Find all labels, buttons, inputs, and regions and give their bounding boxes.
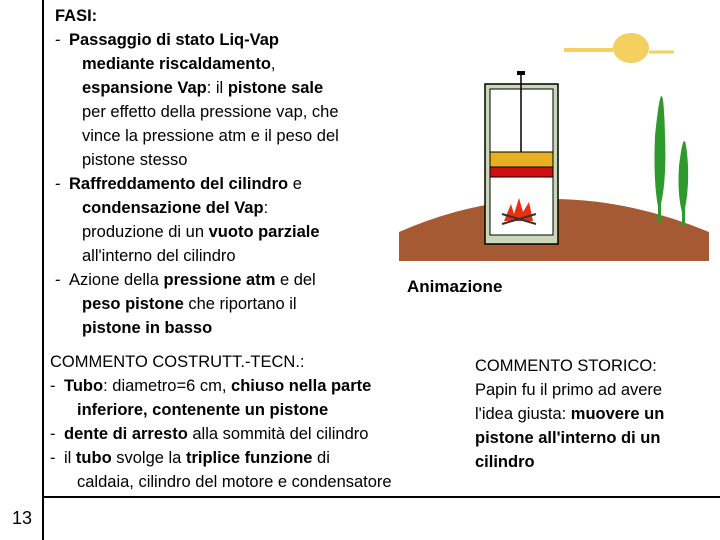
text-line (69, 124, 395, 148)
text: vince la pressione atm e il peso del (82, 127, 339, 145)
text-line (69, 220, 395, 244)
vertical-divider (42, 0, 44, 540)
text-line (475, 378, 715, 402)
bold-text: peso pistone (82, 295, 184, 313)
text: l'idea giusta: (475, 405, 571, 423)
slide-number: 13 (11, 508, 33, 528)
bold-text: Passaggio di stato Liq-Vap (69, 31, 279, 49)
list-item (55, 268, 395, 340)
text: per effetto della pressione vap, che (82, 103, 339, 121)
text-line (69, 268, 395, 292)
text: : diametro=6 cm, (103, 377, 232, 395)
horizontal-divider (42, 496, 720, 498)
text-line (475, 426, 715, 450)
text-line (475, 450, 715, 474)
bold-text: cilindro (475, 453, 535, 471)
text: di (312, 449, 330, 467)
sun-icon (564, 33, 674, 63)
tree-icon (655, 96, 689, 226)
text-line (69, 52, 395, 76)
bold-text: vuoto parziale (208, 223, 320, 241)
list-item (55, 172, 395, 268)
text-line (69, 100, 395, 124)
bold-text: inferiore, contenente un pistone (77, 401, 329, 419)
bold-text: chiuso nella parte (231, 377, 372, 395)
text-line (64, 446, 460, 470)
bold-text: triplice funzione (185, 449, 313, 467)
text-line (69, 292, 395, 316)
text: caldaia, cilindro del motore e condensatore (77, 473, 392, 491)
bold-text: riscaldamento (159, 55, 271, 73)
hist-comment-section (475, 354, 715, 474)
text-line (475, 402, 715, 426)
text: che riportano il (183, 295, 297, 313)
text-line (69, 244, 395, 268)
text: : il (206, 79, 228, 97)
text-line (69, 148, 395, 172)
list-item (55, 28, 395, 172)
text: Papin fu il primo ad avere (475, 381, 663, 399)
tech-comment-list (50, 374, 460, 494)
text-line (69, 316, 395, 340)
text: produzione di un (82, 223, 209, 241)
hist-comment-title: COMMENTO STORICO: (475, 357, 657, 375)
text: alla sommità del cilindro (187, 425, 369, 443)
bold-text: pistone sale (227, 79, 324, 97)
hist-comment-body (475, 378, 715, 474)
bold-text: tubo (75, 449, 112, 467)
tech-comment-title: COMMENTO COSTRUTT.-TECN.: (50, 353, 305, 371)
text-line (69, 28, 395, 52)
text: pistone stesso (82, 151, 188, 169)
text: e del (275, 271, 316, 289)
bold-text: pressione atm (163, 271, 276, 289)
text-line (64, 470, 460, 494)
phases-list (55, 28, 395, 340)
bold-text: condensazione del Vap (82, 199, 264, 217)
list-item (50, 422, 460, 446)
text-line (69, 196, 395, 220)
phases-section (55, 4, 395, 340)
text-line (64, 422, 460, 446)
phases-title: FASI: (55, 7, 98, 25)
bold-text: espansione Vap (82, 79, 207, 97)
tech-comment-section (50, 350, 460, 494)
steam-engine-illustration (399, 16, 709, 261)
bold-text: Tubo (64, 377, 104, 395)
list-item (50, 374, 460, 422)
text: e (288, 175, 302, 193)
text: svolge la (111, 449, 186, 467)
text: il (64, 449, 76, 467)
text-line (64, 398, 460, 422)
list-item (50, 446, 460, 494)
bold-text: pistone all'interno di un (475, 429, 661, 447)
bold-text: dente di arresto (64, 425, 188, 443)
animation-link[interactable]: Animazione (407, 277, 503, 296)
text-line (69, 76, 395, 100)
bold-text: pistone in basso (82, 319, 213, 337)
bold-text: Raffreddamento del cilindro (69, 175, 289, 193)
text-line (64, 374, 460, 398)
text: : (263, 199, 269, 217)
text: all'interno del cilindro (82, 247, 236, 265)
bold-text: muovere un (570, 405, 665, 423)
text-line (69, 172, 395, 196)
text: , (270, 55, 276, 73)
text: Azione della (69, 271, 164, 289)
bold-text: mediante (82, 55, 160, 73)
